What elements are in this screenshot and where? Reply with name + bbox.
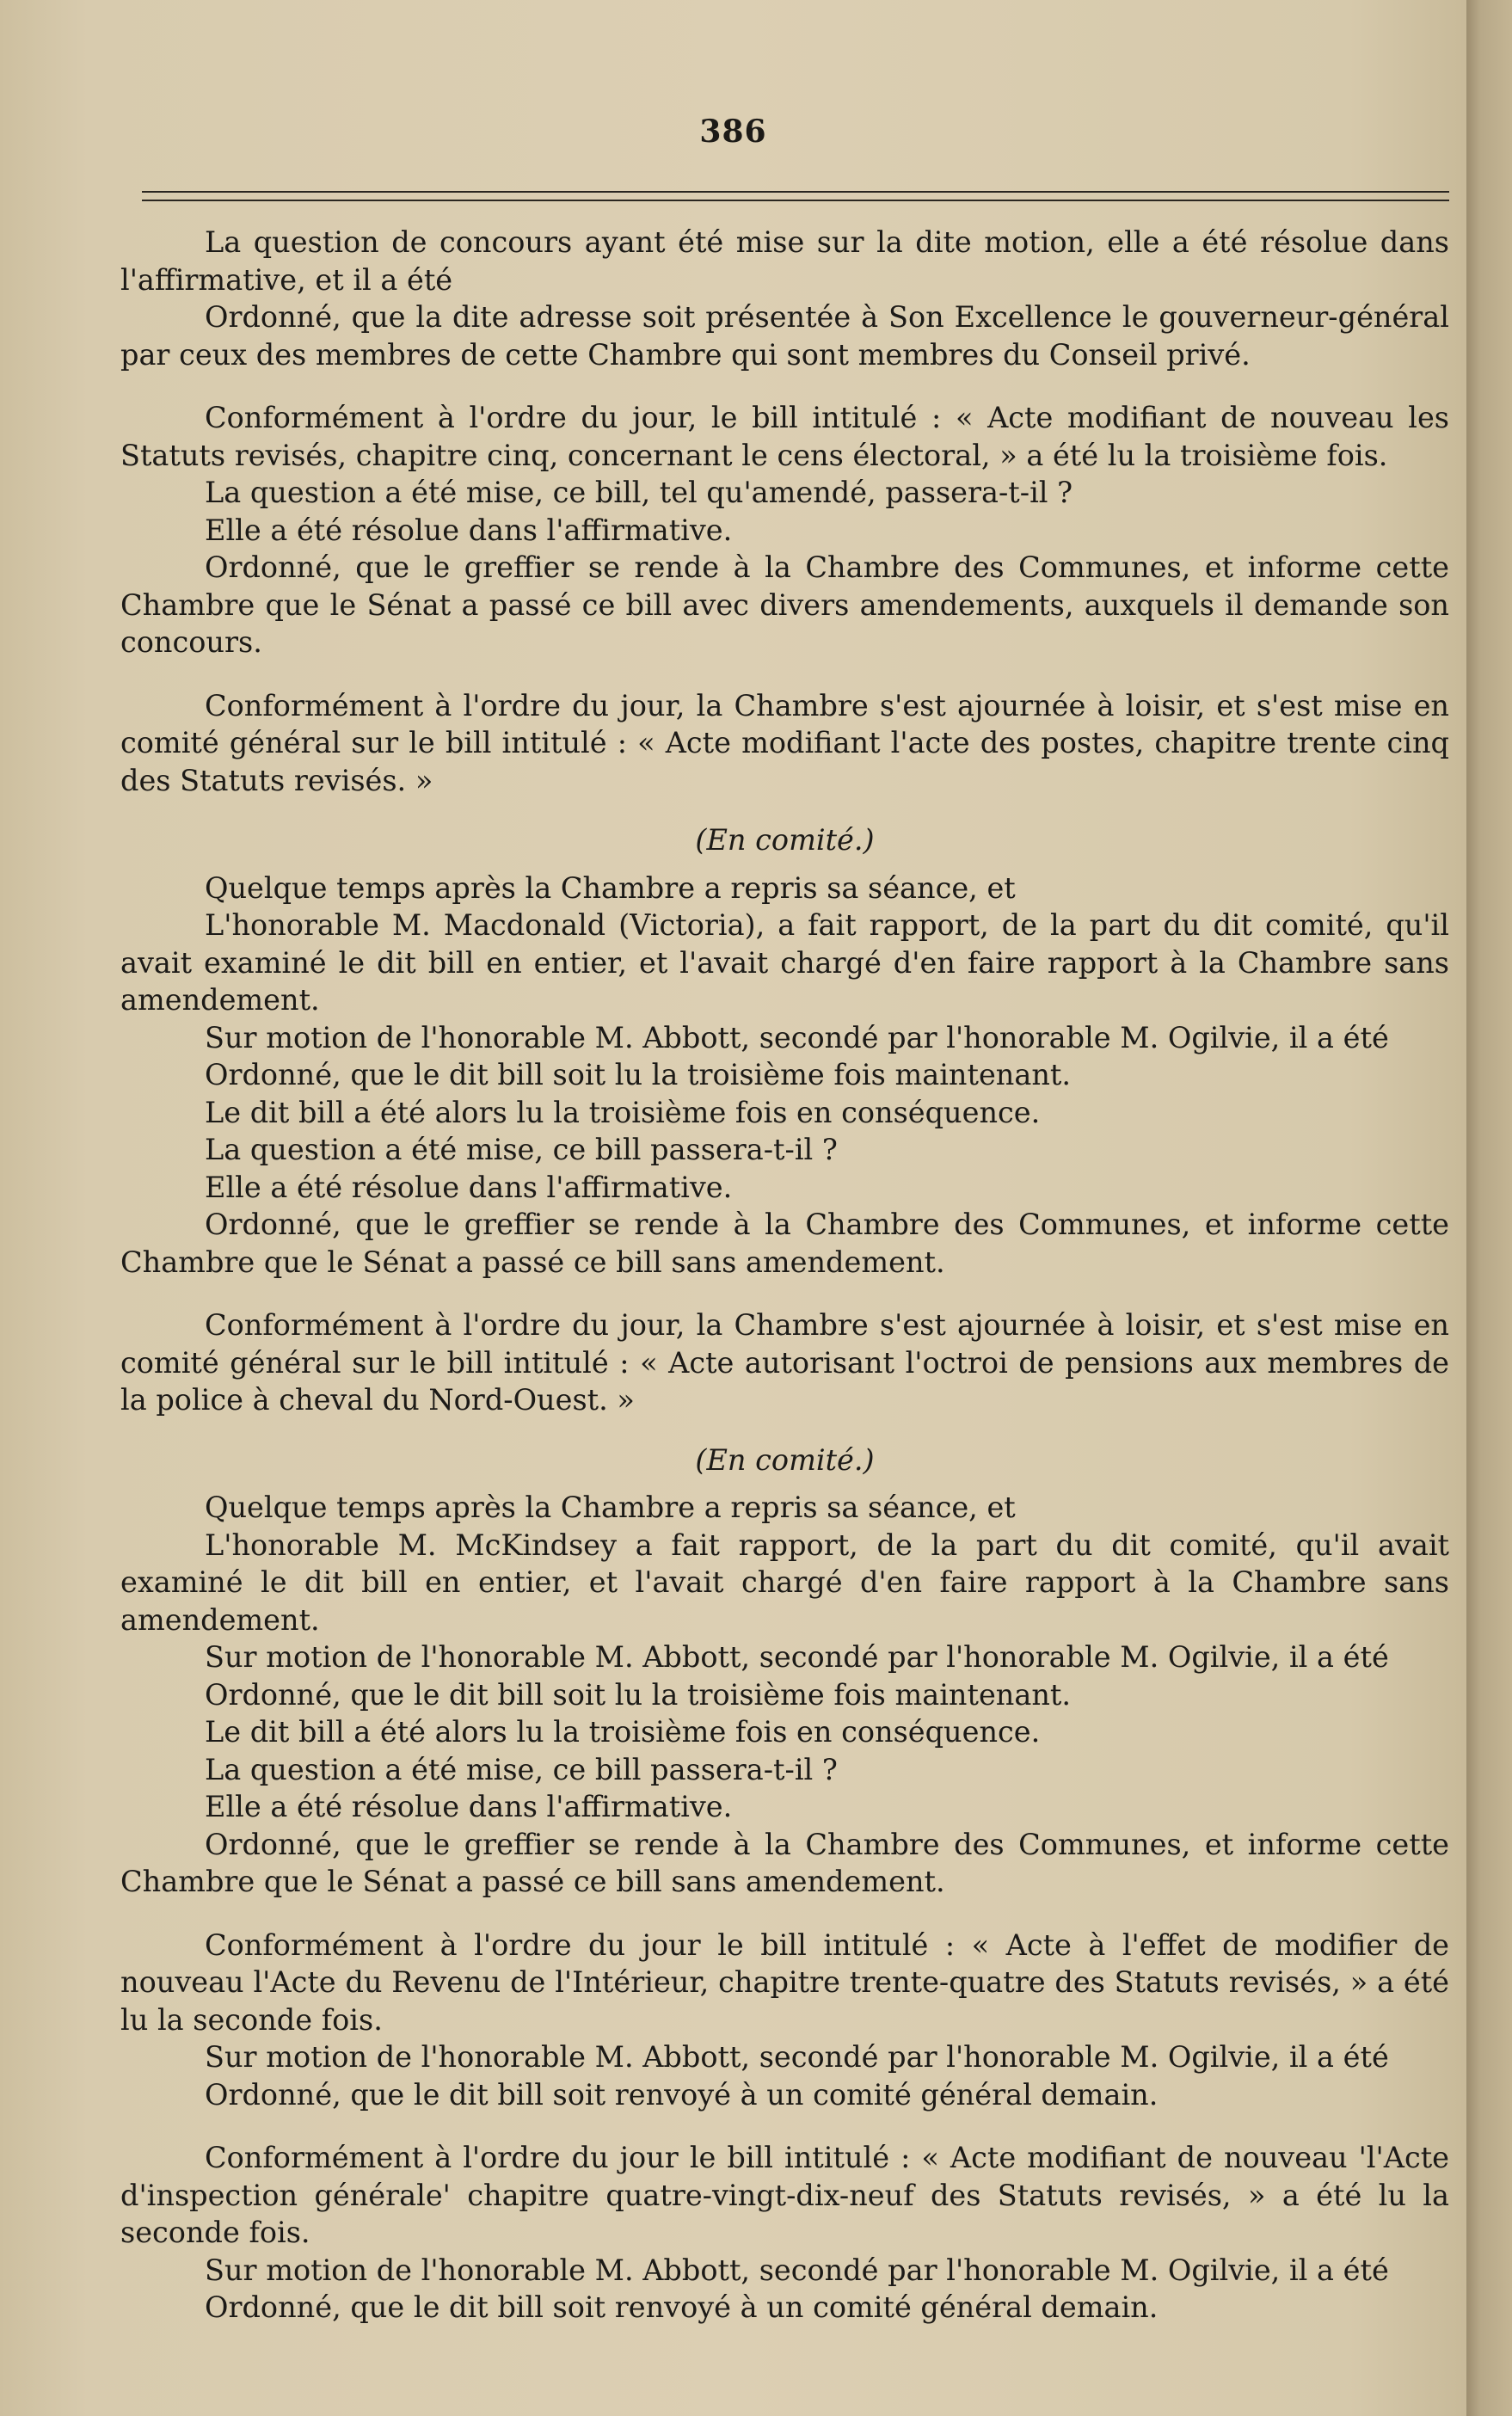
paragraph: Ordonné, que la dite adresse soit présentée à Son Excellence le gouverneur-général par ceux des membres de cette Chambre qui sont membres du Conseil privé.	[120, 300, 1449, 372]
paragraph: Elle a été résolue dans l'affirmative.	[205, 513, 733, 547]
paragraph: Conformément à l'ordre du jour, le bill intitulé : « Acte modifiant de nouveau les Statuts revisés, chapitre cinq, concernant le cens électoral, » a été lu la troisième fois.	[120, 401, 1449, 472]
section-heading: (En comité.)	[695, 823, 875, 857]
paragraph: Sur motion de l'honorable M. Abbott, secondé par l'honorable M. Ogilvie, il a été	[205, 2253, 1389, 2287]
paragraph: Ordonné, que le greffier se rende à la Chambre des Communes, et informe cette Chambre que le Sénat a passé ce bill sans amendement.	[120, 1827, 1449, 1898]
paragraph: Conformément à l'ordre du jour le bill intitulé : « Acte modifiant de nouveau 'l'Acte d'inspection générale' chapitre quatre-vingt-dix-neuf des Statuts revisés, » a été lu la seconde fois.	[120, 2141, 1449, 2249]
paragraph: La question de concours ayant été mise sur la dite motion, elle a été résolue dans l'affirmative, et il a été	[120, 225, 1449, 297]
paragraph: Ordonné, que le dit bill soit renvoyé à un comité général demain.	[205, 2290, 1159, 2324]
paragraph: Elle a été résolue dans l'affirmative.	[205, 1790, 733, 1823]
section-heading: (En comité.)	[695, 1442, 875, 1477]
paragraph: Ordonné, que le dit bill soit lu la troisième fois maintenant.	[205, 1058, 1072, 1091]
paragraph: Conformément à l'ordre du jour le bill intitulé : « Acte à l'effet de modifier de nouveau l'Acte du Revenu de l'Intérieur, chapitre trente-quatre des Statuts revisés, » a été lu la seconde fois.	[120, 1927, 1449, 2037]
paragraph: Le dit bill a été alors lu la troisième fois en conséquence.	[205, 1715, 1041, 1749]
document-body	[120, 224, 1449, 2327]
header-rule	[142, 191, 1449, 201]
page-number: 386	[699, 114, 767, 150]
paragraph: Ordonné, que le greffier se rende à la Chambre des Communes, et informe cette Chambre que le Sénat a passé ce bill sans amendement.	[120, 1208, 1449, 1279]
paragraph: Sur motion de l'honorable M. Abbott, secondé par l'honorable M. Ogilvie, il a été	[205, 1640, 1389, 1674]
page-edge	[1466, 0, 1512, 2416]
paragraph: Sur motion de l'honorable M. Abbott, secondé par l'honorable M. Ogilvie, il a été	[205, 1020, 1389, 1054]
paragraph: Ordonné, que le dit bill soit renvoyé à un comité général demain.	[205, 2077, 1159, 2112]
paragraph: Le dit bill a été alors lu la troisième fois en conséquence.	[205, 1095, 1041, 1129]
paragraph: L'honorable M. McKindsey a fait rapport, de la part du dit comité, qu'il avait examiné le dit bill en entier, et l'avait chargé d'en faire rapport à la Chambre sans amendement.	[120, 1528, 1449, 1637]
paragraph: Elle a été résolue dans l'affirmative.	[205, 1170, 733, 1204]
paragraph: La question a été mise, ce bill passera-t-il ?	[205, 1133, 838, 1166]
paragraph: Conformément à l'ordre du jour, la Chambre s'est ajournée à loisir, et s'est mise en comité général sur le bill intitulé : « Acte autorisant l'octroi de pensions aux membres de la police à cheval du Nord-Ouest. »	[120, 1308, 1449, 1417]
paragraph: La question a été mise, ce bill, tel qu'amendé, passera-t-il ?	[205, 476, 1073, 509]
paragraph: Sur motion de l'honorable M. Abbott, secondé par l'honorable M. Ogilvie, il a été	[205, 2040, 1389, 2074]
paragraph: Quelque temps après la Chambre a repris sa séance, et	[205, 870, 1016, 905]
paragraph: La question a été mise, ce bill passera-t-il ?	[205, 1752, 838, 1786]
paragraph: L'honorable M. Macdonald (Victoria), a fait rapport, de la part du dit comité, qu'il avait examiné le dit bill en entier, et l'avait chargé d'en faire rapport à la Chambre sans amendement.	[120, 908, 1449, 1017]
paragraph: Conformément à l'ordre du jour, la Chambre s'est ajournée à loisir, et s'est mise en comité général sur le bill intitulé : « Acte modifiant l'acte des postes, chapitre trente cinq des Statuts revisés. »	[120, 688, 1449, 797]
paragraph: Ordonné, que le dit bill soit lu la troisième fois maintenant.	[205, 1677, 1072, 1712]
paragraph: Ordonné, que le greffier se rende à la Chambre des Communes, et informe cette Chambre que le Sénat a passé ce bill avec divers amendements, auxquels il demande son concours.	[120, 550, 1449, 659]
paragraph: Quelque temps après la Chambre a repris sa séance, et	[205, 1491, 1016, 1524]
